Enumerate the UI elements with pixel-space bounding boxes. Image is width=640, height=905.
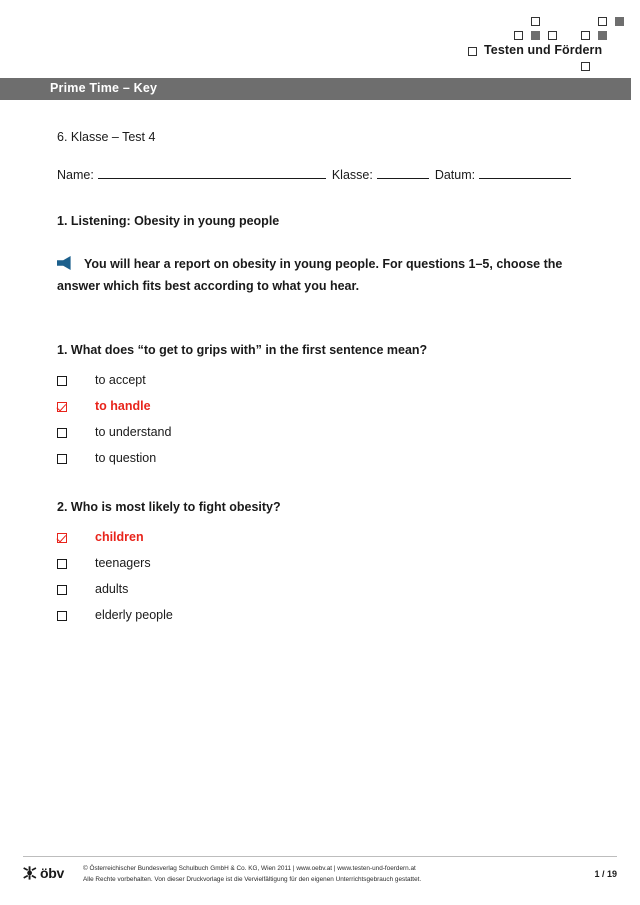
test-line: 6. Klasse – Test 4 xyxy=(57,130,156,144)
name-label: Name: xyxy=(57,168,94,182)
question-title: 1. What does “to get to grips with” in the first sentence mean? xyxy=(57,343,428,357)
brand-square-5 xyxy=(548,31,557,40)
section-heading: 1. Listening: Obesity in young people xyxy=(57,214,280,228)
checkbox-icon[interactable] xyxy=(57,611,67,621)
brand-square-2 xyxy=(615,17,624,26)
publisher-logo xyxy=(23,866,64,880)
question-block xyxy=(57,500,587,623)
copyright-text xyxy=(83,864,421,885)
listening-instruction-text: You will hear a report on obesity in young people. For questions 1–5, choose the answer which fits best according to what you hear. xyxy=(57,257,563,293)
copyright-line-1: © Österreichischer Bundesverlag Schulbuch GmbH & Co. KG, Wien 2011 | www.oebv.at | www.testen-und-foerdern.at xyxy=(83,865,416,872)
brand-square-4 xyxy=(531,31,540,40)
copyright-line-2: Alle Rechte vorbehalten. Von dieser Druckvorlage ist die Vervielfältigung für den eigenen Unterrichtsgebrauch gestattet. xyxy=(83,875,422,883)
answer-option-label: to accept xyxy=(95,373,146,387)
checkbox-icon[interactable] xyxy=(57,428,67,438)
listening-instruction xyxy=(57,254,587,297)
student-fields-row xyxy=(57,166,587,182)
klasse-input[interactable] xyxy=(377,166,429,179)
answer-option[interactable] xyxy=(57,426,587,439)
answer-option[interactable] xyxy=(57,609,587,622)
klasse-label: Klasse: xyxy=(331,168,373,182)
page-number: 1 / 19 xyxy=(594,869,617,879)
answer-option[interactable] xyxy=(57,557,587,570)
answer-option[interactable] xyxy=(57,400,587,413)
answer-option-label: elderly people xyxy=(95,607,173,622)
checkbox-checked-icon[interactable] xyxy=(57,402,67,412)
brand-logo xyxy=(0,0,640,78)
answer-option[interactable] xyxy=(57,374,587,387)
brand-square-8 xyxy=(468,47,477,56)
title-bar-label: Prime Time – Key xyxy=(50,81,158,95)
publisher-name: öbv xyxy=(40,865,64,881)
brand-square-9 xyxy=(581,62,590,71)
brand-square-0 xyxy=(531,17,540,26)
questions-list xyxy=(57,343,587,622)
brand-square-6 xyxy=(581,31,590,40)
page-footer xyxy=(23,864,617,890)
footer-divider xyxy=(23,856,617,857)
answer-option-label: to handle xyxy=(95,399,151,414)
checkbox-icon[interactable] xyxy=(57,585,67,595)
answer-option[interactable] xyxy=(57,583,587,596)
answer-option[interactable] xyxy=(57,531,587,544)
name-input[interactable] xyxy=(98,166,326,179)
brand-square-1 xyxy=(598,17,607,26)
brand-square-3 xyxy=(514,31,523,40)
datum-input[interactable] xyxy=(479,166,571,179)
brand-square-7 xyxy=(598,31,607,40)
checkbox-icon[interactable] xyxy=(57,559,67,569)
answer-option-label: children xyxy=(95,529,144,544)
checkbox-icon[interactable] xyxy=(57,454,67,464)
question-title: 2. Who is most likely to fight obesity? xyxy=(57,499,281,514)
datum-label: Datum: xyxy=(434,168,476,182)
checkbox-checked-icon[interactable] xyxy=(57,533,67,543)
answer-option-label: teenagers xyxy=(95,555,151,570)
checkbox-icon[interactable] xyxy=(57,376,67,386)
brand-title: Testen und Fördern xyxy=(484,43,603,57)
answer-option-label: adults xyxy=(95,581,129,596)
answer-option-label: to understand xyxy=(95,425,172,440)
obv-star-icon xyxy=(23,866,37,880)
question-block xyxy=(57,343,587,466)
worksheet-body xyxy=(57,130,587,622)
answer-option[interactable] xyxy=(57,452,587,465)
speaker-icon xyxy=(57,256,77,270)
answer-option-label: to question xyxy=(95,451,157,466)
